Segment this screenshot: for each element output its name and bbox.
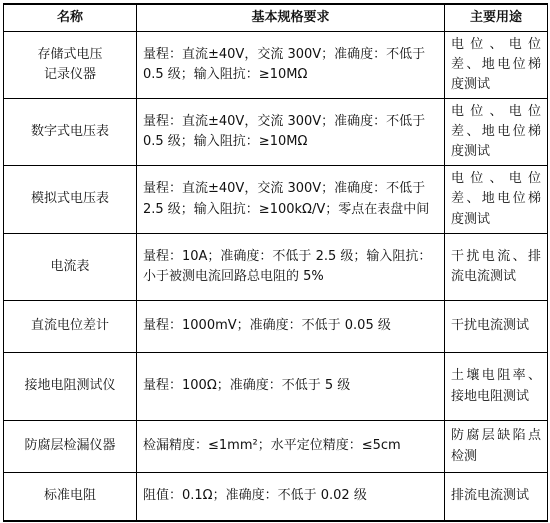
instrument-name: 标准电阻 — [4, 473, 137, 521]
instrument-spec-table — [3, 3, 548, 522]
instrument-usage: 电位、电位差、地电位梯度测试 — [445, 32, 548, 99]
table-row — [4, 99, 548, 166]
table-row — [4, 234, 548, 301]
instrument-name — [4, 32, 137, 99]
instrument-name: 接地电阻测试仪 — [4, 353, 137, 421]
instrument-requirement: 量程：直流±40V，交流 300V；准确度：不低于 0.5 级；输入阻抗：≥10MΩ — [137, 32, 445, 99]
header-usage: 主要用途 — [445, 4, 548, 32]
instrument-requirement: 量程：10A；准确度：不低于 2.5 级；输入阻抗：小于被测电流回路总电阻的 5% — [137, 234, 445, 301]
instrument-usage: 干扰电流测试 — [445, 301, 548, 353]
table-row — [4, 473, 548, 521]
instrument-usage: 电位、电位差、地电位梯度测试 — [445, 99, 548, 166]
instrument-name-line: 记录仪器 — [43, 67, 96, 82]
instrument-usage: 排流电流测试 — [445, 473, 548, 521]
instrument-usage: 防腐层缺陷点检测 — [445, 421, 548, 473]
instrument-requirement: 量程：1000mV；准确度：不低于 0.05 级 — [137, 301, 445, 353]
header-name: 名称 — [4, 4, 137, 32]
instrument-usage: 土壤电阻率、接地电阻测试 — [445, 353, 548, 421]
instrument-name: 电流表 — [4, 234, 137, 301]
instrument-requirement: 量程：直流±40V，交流 300V；准确度：不低于 0.5 级；输入阻抗：≥10MΩ — [137, 99, 445, 166]
instrument-name: 防腐层检漏仪器 — [4, 421, 137, 473]
instrument-requirement: 量程：100Ω；准确度：不低于 5 级 — [137, 353, 445, 421]
instrument-name: 数字式电压表 — [4, 99, 137, 166]
table-header-row — [4, 4, 548, 32]
table-row — [4, 32, 548, 99]
instrument-name: 模拟式电压表 — [4, 166, 137, 234]
header-requirement: 基本规格要求 — [137, 4, 445, 32]
table-row — [4, 353, 548, 421]
instrument-usage: 电位、电位差、地电位梯度测试 — [445, 166, 548, 234]
instrument-requirement: 量程：直流±40V，交流 300V；准确度：不低于 2.5 级；输入阻抗：≥100kΩ/V；零点在表盘中间 — [137, 166, 445, 234]
table-row — [4, 301, 548, 353]
instrument-name-line: 存储式电压 — [37, 46, 103, 62]
table-row — [4, 166, 548, 234]
instrument-usage: 干扰电流、排流电流测试 — [445, 234, 548, 301]
instrument-name: 直流电位差计 — [4, 301, 137, 353]
table-row — [4, 421, 548, 473]
instrument-requirement: 检漏精度：≤1mm²；水平定位精度：≤5cm — [137, 421, 445, 473]
instrument-requirement: 阻值：0.1Ω；准确度：不低于 0.02 级 — [137, 473, 445, 521]
